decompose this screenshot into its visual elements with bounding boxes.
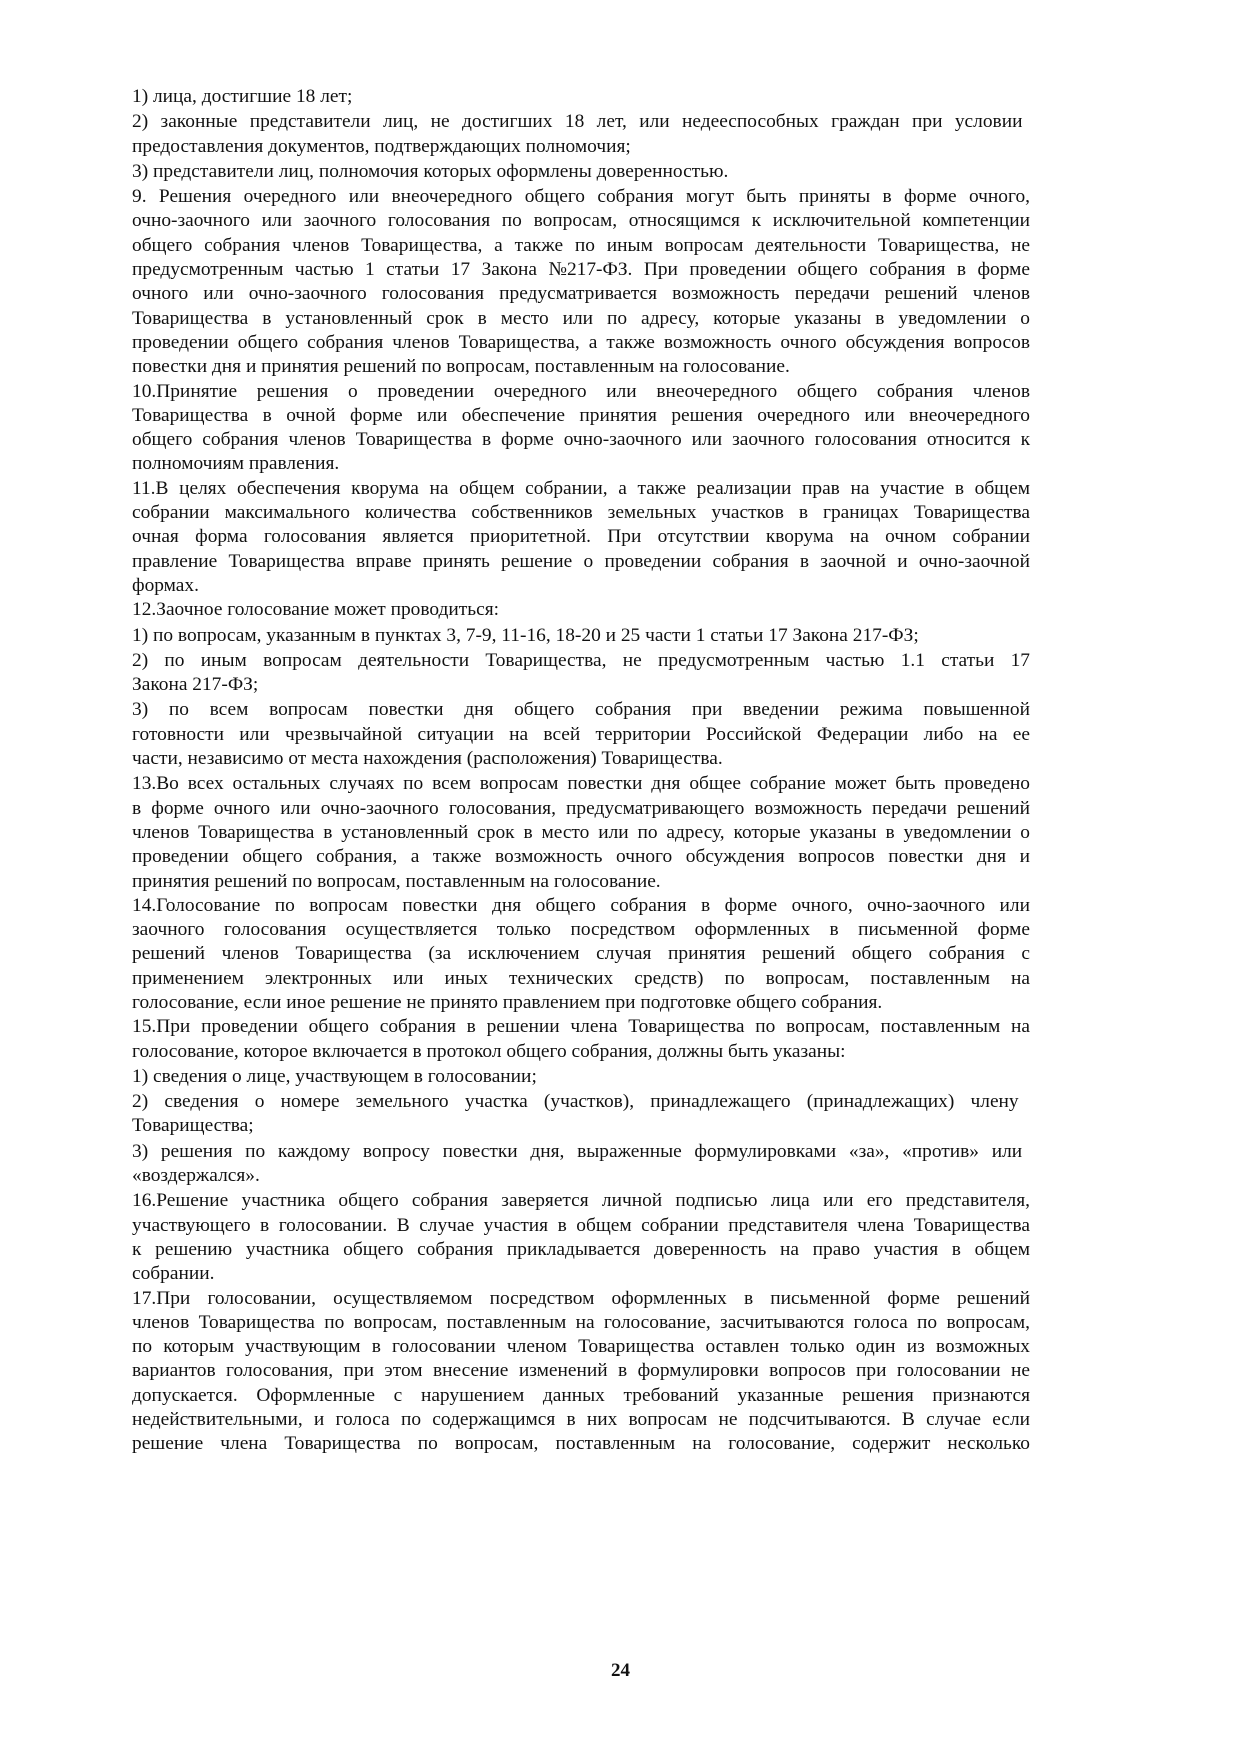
paragraph [132, 380, 1030, 477]
text-line: участвующего в голосовании. В случае участия в общем собрании представителя члена Товарищества [132, 1214, 1030, 1236]
text-line: 3) представители лиц, полномочия которых оформлены доверенностью. [132, 160, 729, 182]
text-line: 15.При проведении общего собрания в решении члена Товарищества по вопросам, поставленным на [132, 1016, 1030, 1038]
list-item [132, 1065, 1030, 1089]
text-line: 2) сведения о номере земельного участка (участков), принадлежащего (принадлежащих) члену [132, 1091, 1019, 1113]
text-line: собрании. [132, 1263, 215, 1285]
text-line: применением электронных или иных технических средств) по вопросам, поставленным на [132, 967, 1030, 989]
text-line: по которым участвующим в голосовании членом Товарищества оставлен только один из возможных [132, 1336, 1030, 1358]
paragraph [132, 185, 1030, 379]
text-line: предоставления документов, подтверждающих полномочия; [132, 135, 631, 157]
list-item [132, 110, 1030, 159]
text-line: формах. [132, 574, 199, 596]
text-line: 17.При голосовании, осуществляемом посредством оформленных в письменной форме решений [132, 1287, 1030, 1309]
text-line: 2) законные представители лиц, не достигших 18 лет, или недееспособных граждан при условии [132, 111, 1023, 133]
text-line: 1) лица, достигшие 18 лет; [132, 86, 353, 107]
text-line: 11.В целях обеспечения кворума на общем собрании, а также реализации прав на участие в общем [132, 477, 1030, 499]
list-item [132, 649, 1030, 698]
paragraph [132, 1015, 1030, 1064]
paragraph [132, 894, 1030, 1015]
text-line: недействительными, и голоса по содержащимся в них вопросам не подсчитываются. В случае если [132, 1409, 1030, 1431]
text-line: очно-заочного или заочного голосования по вопросам, относящимся к исключительной компетенции [132, 210, 1030, 232]
paragraph [132, 1287, 1030, 1457]
text-line: Товарищества в установленный срок в место или по адресу, которые указаны в уведомлении о [132, 307, 1030, 329]
text-line: «воздержался». [132, 1165, 260, 1187]
text-line: 10.Принятие решения о проведении очередного или внеочередного общего собрания членов [132, 380, 1030, 402]
text-line: части, независимо от места нахождения (расположения) Товарищества. [132, 748, 723, 770]
text-line: 1) по вопросам, указанным в пунктах 3, 7-9, 11-16, 18-20 и 25 части 1 статьи 17 Закона 217-ФЗ; [132, 624, 919, 646]
text-line: очного или очно-заочного голосования предусматривается возможность передачи решений членов [132, 283, 1030, 305]
text-line: вариантов голосования, при этом внесение изменений в формулировки вопросов при голосовании не [132, 1360, 1030, 1382]
list-item [132, 698, 1030, 771]
text-line: полномочиям правления. [132, 453, 340, 475]
text-line: решение члена Товарищества по вопросам, поставленным на голосование, содержит несколько [132, 1433, 1030, 1455]
text-line: 3) по всем вопросам повестки дня общего собрания при введении режима повышенной [132, 699, 1030, 721]
text-line: в форме очного или очно-заочного голосования, предусматривающего возможность передачи решений [132, 797, 1030, 819]
text-line: Закона 217-ФЗ; [132, 674, 259, 696]
text-line: 13.Во всех остальных случаях по всем вопросам повестки дня общее собрание может быть проведено [132, 773, 1030, 795]
text-line: заочного голосования осуществляется только посредством оформленных в письменной форме [132, 919, 1030, 941]
paragraph [132, 598, 1030, 622]
text-line: голосование, которое включается в протокол общего собрания, должны быть указаны: [132, 1040, 846, 1062]
text-line: 1) сведения о лице, участвующем в голосовании; [132, 1065, 537, 1087]
text-line: к решению участника общего собрания прикладывается доверенность на право участия в общем [132, 1238, 1030, 1260]
text-line: допускается. Оформленные с нарушением данных требований указанные решения признаются [132, 1384, 1030, 1406]
text-line: предусмотренным частью 1 статьи 17 Закона №217-ФЗ. При проведении общего собрания в форме [132, 259, 1030, 281]
text-line: общего собрания членов Товарищества, а также по иным вопросам деятельности Товарищества, не [132, 234, 1030, 256]
text-line: 16.Решение участника общего собрания заверяется личной подписью лица или его представителя, [132, 1190, 1030, 1212]
text-line: 14.Голосование по вопросам повестки дня общего собрания в форме очного, очно-заочного или [132, 894, 1030, 916]
text-line: общего собрания членов Товарищества в форме очно-заочного или заочного голосования относится к [132, 429, 1030, 451]
text-line: членов Товарищества в установленный срок в место или по адресу, которые указаны в уведомлении о [132, 821, 1030, 843]
text-line: голосование, если иное решение не принято правлением при подготовке общего собрания. [132, 991, 883, 1013]
text-line: очная форма голосования является приоритетной. При отсутствии кворума на очном собрании [132, 526, 1030, 548]
text-line: проведении общего собрания, а также возможность очного обсуждения вопросов повестки дня и [132, 846, 1030, 868]
paragraph [132, 477, 1030, 598]
list-item [132, 85, 1030, 109]
text-line: правление Товарищества вправе принять решение о проведении собрания в заочной и очно-заочной [132, 550, 1030, 572]
text-line: членов Товарищества по вопросам, поставленным на голосование, засчитываются голоса по вопросам, [132, 1311, 1030, 1333]
list-item [132, 624, 1030, 648]
document-body [132, 84, 1030, 1457]
paragraph [132, 1189, 1030, 1286]
text-line: Товарищества; [132, 1115, 254, 1137]
text-line: принятия решений по вопросам, поставленным на голосование. [132, 870, 661, 892]
text-line: собрании максимального количества собственников земельных участков в границах Товарищества [132, 502, 1030, 524]
text-line: 2) по иным вопросам деятельности Товарищества, не предусмотренным частью 1.1 статьи 17 [132, 649, 1030, 671]
text-line: повестки дня и принятия решений по вопросам, поставленным на голосование. [132, 356, 790, 378]
text-line: Товарищества в очной форме или обеспечение принятия решения очередного или внеочередного [132, 404, 1030, 426]
list-item [132, 1090, 1030, 1139]
list-item [132, 160, 1030, 184]
text-line: 9. Решения очередного или внеочередного общего собрания могут быть приняты в форме очного, [132, 186, 1030, 208]
list-item [132, 1140, 1030, 1189]
text-line: готовности или чрезвычайной ситуации на всей территории Российской Федерации либо на ее [132, 723, 1030, 745]
text-line: проведении общего собрания членов Товарищества, а также возможность очного обсуждения вопросов [132, 331, 1030, 353]
text-line: 12.Заочное голосование может проводиться: [132, 599, 500, 621]
paragraph [132, 772, 1030, 893]
page-number: 24 [611, 1660, 630, 1681]
text-line: решений членов Товарищества (за исключением случая принятия решений общего собрания с [132, 943, 1030, 965]
text-line: 3) решения по каждому вопросу повестки дня, выраженные формулировками «за», «против» или [132, 1140, 1023, 1162]
